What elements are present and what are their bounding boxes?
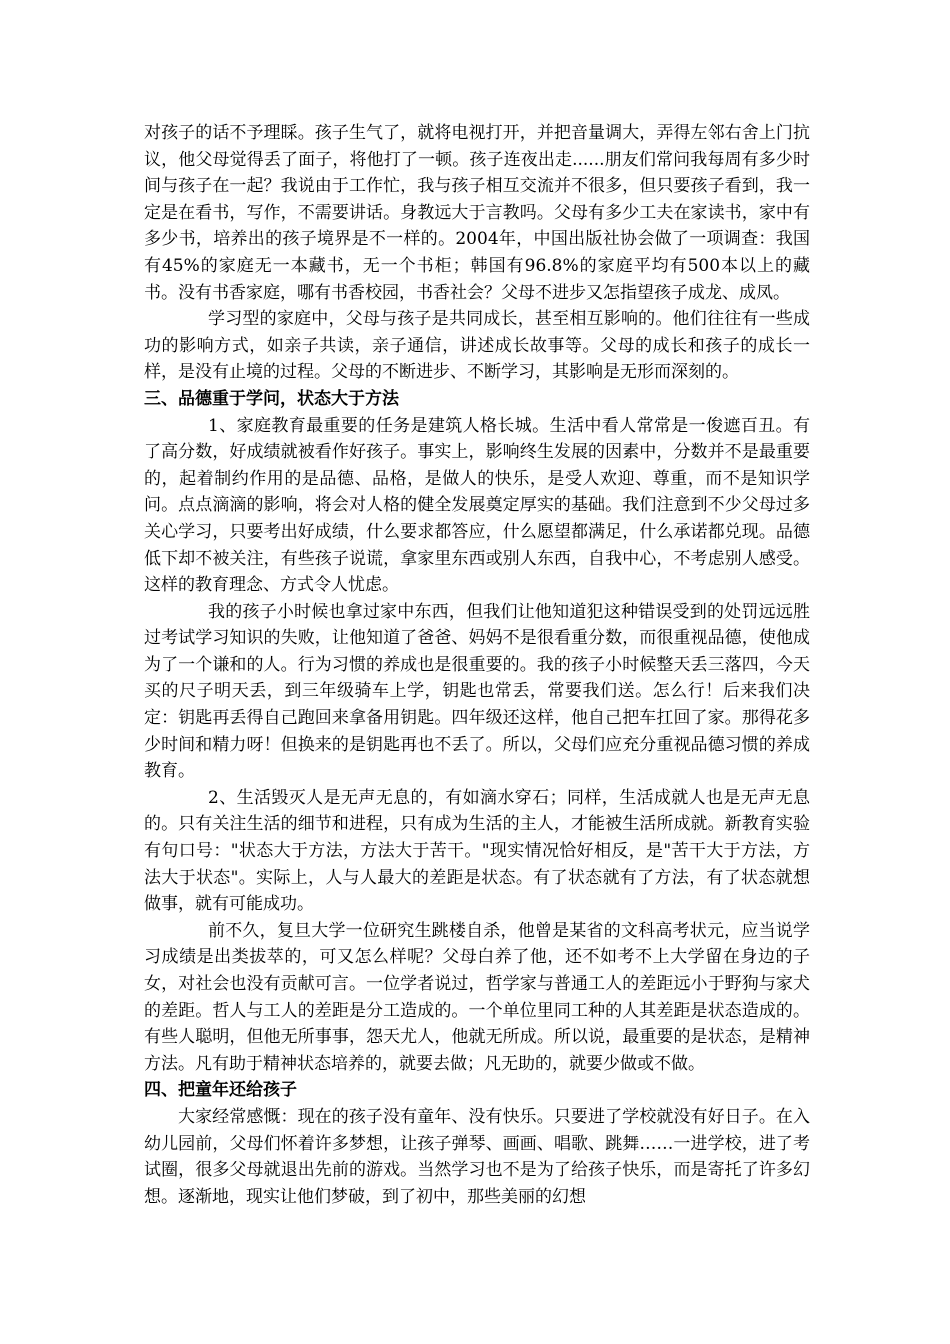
paragraph-1: 对孩子的话不予理睬。孩子生气了，就将电视打开，并把音量调大，弄得左邻右舍上门抗议，他父母觉得丢了面子，将他打了一顿。孩子连夜出走......朋友们常问我每周有多少时间与孩子在一起？我说由于工作忙，我与孩子相互交流并不很多，但只要孩子看到，我一定是在看书，写作，不需要讲话。身教远大于言教吗。父母有多少工夫在家读书，家中有多少书，培养出的孩子境界是不一样的。2004年，中国出版社协会做了一项调查：我国有45%的家庭无一本藏书，无一个书柜；韩国有96.8%的家庭平均有500本以上的藏书。没有书香家庭，哪有书香校园，书香社会？父母不进步又怎指望孩子成龙、成凤。 (144, 123, 810, 303)
document-page (144, 120, 810, 1210)
paragraph-6: 前不久，复旦大学一位研究生跳楼自杀，他曾是某省的文科高考状元，应当说学习成绩是出类拔萃的，可又怎么样呢？父母白养了他，还不如考不上大学留在身边的子女，对社会也没有贡献可言。一位学者说过，哲学家与普通工人的差距远小于野狗与家犬的差距。哲人与工人的差距是分工造成的。一个单位里同工种的人其差距是状态造成的。有些人聪明，但他无所事事，怨天尤人，他就无所成。所以说，最重要的是状态，是精神方法。凡有助于精神状态培养的，就要去做；凡无助的，就要少做或不做。 (144, 920, 810, 1074)
paragraph-4: 我的孩子小时候也拿过家中东西，但我们让他知道犯这种错误受到的处罚远远胜过考试学习知识的失败，让他知道了爸爸、妈妈不是很看重分数，而很重视品德，使他成为了一个谦和的人。行为习惯的养成也是很重要的。我的孩子小时候整天丢三落四，今天买的尺子明天丢，到三年级骑车上学，钥匙也常丢，常要我们送。怎么行！后来我们决定：钥匙再丢得自己跑回来拿备用钥匙。四年级还这样，他自己把车扛回了家。那得花多少时间和精力呀！但换来的是钥匙再也不丢了。所以，父母们应充分重视品德习惯的养成教育。 (144, 601, 810, 782)
paragraph-2: 学习型的家庭中，父母与孩子是共同成长，甚至相互影响的。他们往往有一些成功的影响方式，如亲子共读，亲子通信，讲述成长故事等。父母的成长和孩子的成长一样，是没有止境的过程。父母的不断进步、不断学习，其影响是无形而深刻的。 (144, 309, 810, 383)
section-heading-3: 三、品德重于学问，状态大于方法 (144, 388, 399, 409)
section-heading-4: 四、把童年还给孩子 (144, 1080, 297, 1101)
paragraph-3: 1、家庭教育最重要的任务是建筑人格长城。生活中看人常常是一俊遮百丑。有了高分数，好成绩就被看作好孩子。事实上，影响终生发展的因素中，分数并不是最重要的，起着制约作用的是品德、品格，是做人的快乐，是受人欢迎、尊重，而不是知识学问。点点滴滴的影响，将会对人格的健全发展奠定厚实的基础。我们注意到不少父母过多关心学习，只要考出好成绩，什么要求都答应，什么愿望都满足，什么承诺都兑现。品德低下却不被关注，有些孩子说谎，拿家里东西或别人东西，自我中心，不考虑别人感受。这样的教育理念、方式令人忧虑。 (144, 415, 810, 596)
paragraph-5: 2、生活毁灭人是无声无息的，有如滴水穿石；同样，生活成就人也是无声无息的。只有关注生活的细节和进程，只有成为生活的主人，才能被生活所成就。新教育实验有句口号："状态大于方法，方法大于苦干。"现实情况恰好相反，是"苦干大于方法，方法大于状态"。实际上，人与人最大的差距是状态。有了状态就有了方法，有了状态就想做事，就有可能成功。 (144, 787, 810, 915)
paragraph-7: 大家经常感慨：现在的孩子没有童年、没有快乐。只要进了学校就没有好日子。在入幼儿园前，父母们怀着许多梦想，让孩子弹琴、画画、唱歌、跳舞……一进学校，进了考试圈，很多父母就退出先前的游戏。当然学习也不是为了给孩子快乐，而是寄托了许多幻想。逐渐地，现实让他们梦破，到了初中，那些美丽的幻想 (144, 1106, 810, 1207)
